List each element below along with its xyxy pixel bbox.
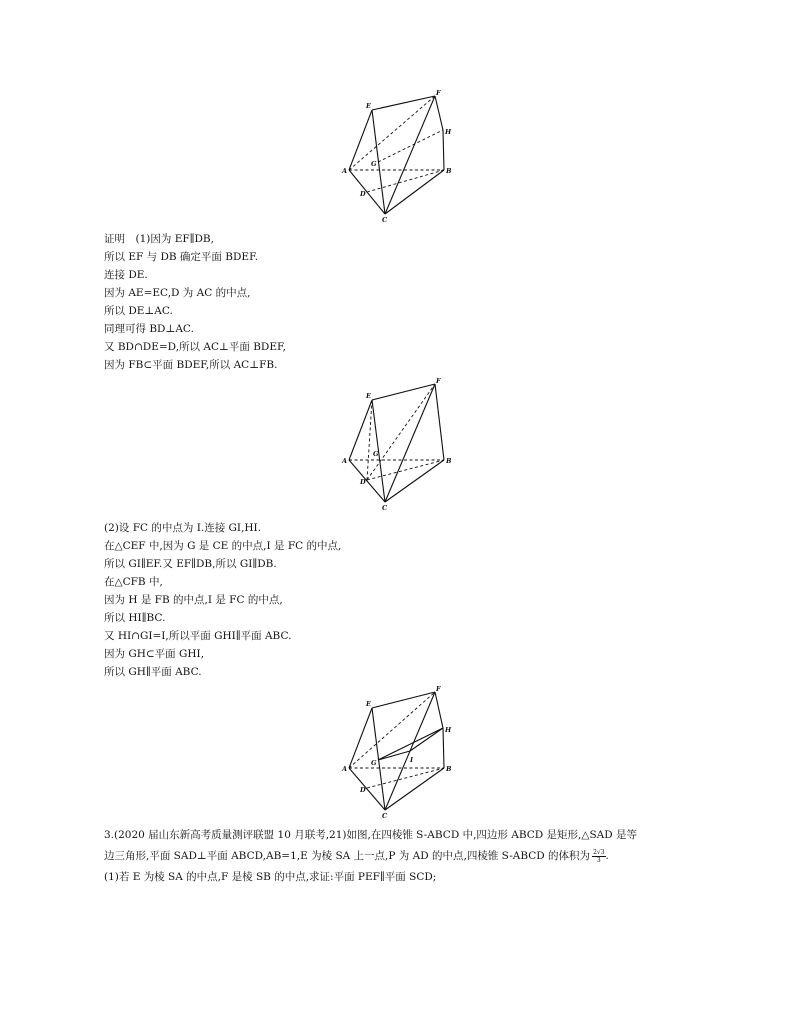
label-C: C <box>382 812 388 820</box>
proof-line: 因为 H 是 FB 的中点,I 是 FC 的中点, <box>104 594 283 606</box>
label-B: B <box>446 457 452 465</box>
problem-3 <box>104 825 724 888</box>
proof-line: 所以 GH∥平面 ABC. <box>104 666 202 678</box>
problem-3-line-2-text: 边三角形,平面 SAD⊥平面 ABCD,AB=1,E 为棱 SA 上一点,P 为 AD 的中点,四棱锥 S-ABCD 的体积为 <box>104 850 591 862</box>
label-F: F <box>436 377 441 385</box>
figure-3 <box>330 684 470 824</box>
label-H: H <box>445 128 452 136</box>
label-B: B <box>446 765 452 773</box>
problem-3-line-3: (1)若 E 为棱 SA 的中点,F 是棱 SB 的中点,求证:平面 PEF∥平面 SCD; <box>104 871 437 883</box>
figure-2-svg <box>330 376 470 516</box>
proof-line: 因为 FB⊂平面 BDEF,所以 AC⊥FB. <box>104 359 278 371</box>
label-E: E <box>366 392 371 400</box>
label-G: G <box>371 160 377 168</box>
label-D: D <box>360 190 366 198</box>
proof-line: 证明 (1)因为 EF∥DB, <box>104 233 214 245</box>
proof-line: 所以 GI∥EF.又 EF∥DB,所以 GI∥DB. <box>104 558 277 570</box>
problem-3-line-2 <box>104 846 724 867</box>
proof-line: (2)设 FC 的中点为 I.连接 GI,HI. <box>104 522 262 534</box>
label-A: A <box>342 765 348 773</box>
proof-line: 因为 AE=EC,D 为 AC 的中点, <box>104 287 251 299</box>
label-H: H <box>445 726 452 734</box>
problem-3-line-1: 3.(2020 届山东新高考质量测评联盟 10 月联考,21)如图,在四棱锥 S-ABCD 中,四边形 ABCD 是矩形,△SAD 是等 <box>104 829 637 841</box>
proof-part-1 <box>104 230 704 374</box>
label-A: A <box>342 167 348 175</box>
label-D: D <box>360 478 366 486</box>
label-A: A <box>342 457 348 465</box>
figure-2 <box>330 376 470 516</box>
figure-1-svg <box>330 88 470 228</box>
figure-3-svg <box>330 684 470 824</box>
label-B: B <box>446 167 452 175</box>
label-E: E <box>366 700 371 708</box>
proof-line: 所以 EF 与 DB 确定平面 BDEF. <box>104 251 259 263</box>
figure-1 <box>330 88 470 228</box>
label-G: G <box>373 450 379 458</box>
fraction-numerator: 2√3 <box>593 848 605 856</box>
fraction-denominator: 3 <box>596 856 601 864</box>
proof-line: 又 HI∩GI=I,所以平面 GHI∥平面 ABC. <box>104 630 292 642</box>
proof-line: 又 BD∩DE=D,所以 AC⊥平面 BDEF, <box>104 341 286 353</box>
label-C: C <box>382 216 388 224</box>
label-F: F <box>436 89 441 97</box>
proof-part-2 <box>104 519 704 681</box>
proof-line: 连接 DE. <box>104 269 148 281</box>
label-C: C <box>382 504 388 512</box>
label-F: F <box>436 685 441 693</box>
problem-3-line-2-end: . <box>605 850 609 862</box>
volume-fraction <box>592 849 605 864</box>
proof-line: 同理可得 BD⊥AC. <box>104 323 194 335</box>
figure-1-dashed-edges <box>349 96 444 192</box>
proof-line: 因为 GH⊂平面 GHI, <box>104 648 205 660</box>
proof-line: 所以 HI∥BC. <box>104 612 166 624</box>
label-G: G <box>371 759 377 767</box>
proof-line: 在△CEF 中,因为 G 是 CE 的中点,I 是 FC 的中点, <box>104 540 342 552</box>
figure-2-dashed-edges <box>349 384 444 480</box>
label-E: E <box>366 102 371 110</box>
label-I: I <box>410 756 414 764</box>
proof-line: 在△CFB 中, <box>104 576 163 588</box>
label-D: D <box>360 786 366 794</box>
proof-line: 所以 DE⊥AC. <box>104 305 173 317</box>
figure-3-dashed-edges <box>349 692 444 788</box>
